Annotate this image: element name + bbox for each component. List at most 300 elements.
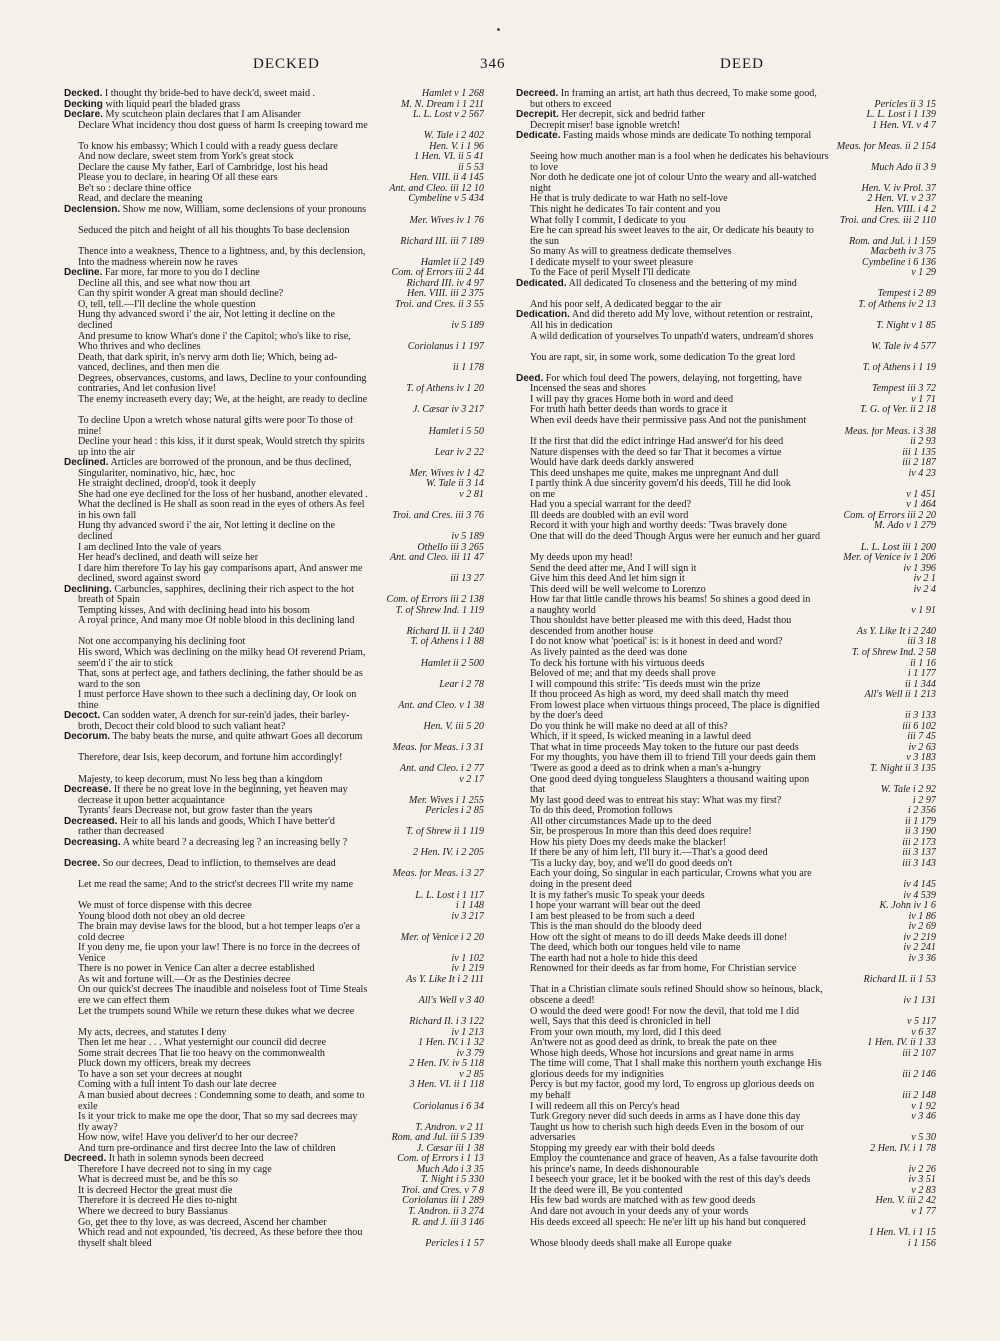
line-text: [530, 648, 687, 659]
concordance-line: [64, 511, 484, 522]
line-text: [64, 1154, 263, 1165]
citation-reference: v 6 37: [911, 1027, 936, 1038]
line-text: [530, 163, 558, 174]
quotation: breath of Spain: [78, 595, 140, 606]
quotation: Declare the cause My father, Earl of Cambridge, lost his head: [78, 162, 328, 173]
line-text: [78, 1123, 118, 1134]
concordance-line: [64, 194, 484, 205]
quotation: His deeds exceed all speech: He ne'er lift up his hand but conquered: [530, 1217, 806, 1228]
quotation: Decline your head : this kiss, if it durst speak, Would stretch thy spirits: [78, 437, 365, 448]
citation-reference: R. and J. iii 3 146: [411, 1217, 484, 1228]
citation-reference: L. L. Lost iii 1 200: [860, 542, 936, 553]
line-text: [530, 848, 768, 859]
quotation: That, sons at perfect age, and fathers declining, the father should be as: [78, 669, 363, 680]
quotation: Majesty, to keep decorum, must No less beg than a kingdom: [78, 774, 323, 785]
concordance-line: [516, 943, 936, 954]
concordance-line: [516, 996, 936, 1007]
citation-reference: T. Andron. ii 3 274: [408, 1206, 484, 1217]
quotation: To know his embassy; Which I could with a ready guess declare: [78, 141, 338, 152]
quotation: A white beard ? a decreasing leg ? an increasing belly ?: [122, 837, 348, 848]
line-text: [530, 247, 732, 258]
quotation: Incensed the seas and shores: [530, 384, 646, 395]
quotation: Can thy spirit wonder A great man should decline?: [78, 289, 284, 300]
quotation: Some strait decrees That lie too heavy on the commonwealth: [78, 1048, 325, 1059]
line-text: [78, 1186, 232, 1197]
concordance-line: [64, 1218, 484, 1229]
quotation: His sword, Which was declining on the milky head Of reverend Priam,: [78, 647, 366, 658]
line-text: [78, 806, 312, 817]
line-text: [64, 732, 362, 743]
concordance-line: [64, 564, 484, 575]
quotation: I am best pleased to be from such a deed: [530, 911, 695, 922]
concordance-line: [516, 785, 936, 796]
line-text: [530, 1239, 732, 1250]
concordance-line: [64, 479, 484, 490]
quotation: Seeing how much another man is a fool when he dedicates his behaviours: [530, 152, 829, 163]
concordance-line: [64, 659, 484, 670]
concordance-line: [64, 89, 484, 100]
citation-reference: iv 2 69: [908, 922, 936, 933]
line-text: [78, 964, 315, 975]
concordance-line: [516, 1218, 936, 1229]
citation-reference: iv 5 189: [451, 531, 484, 542]
concordance-line: [516, 131, 936, 142]
line-text: [78, 490, 368, 501]
line-text: [530, 490, 555, 501]
concordance-line: [64, 1070, 484, 1081]
concordance-line: [64, 205, 484, 216]
citation-reference: v 1 77: [911, 1206, 936, 1217]
concordance-line: [516, 247, 936, 258]
concordance-line: [516, 817, 936, 828]
quotation: Stopping my greedy ear with their bold deeds: [530, 1143, 715, 1154]
citation-reference: iii 2 107: [902, 1048, 936, 1059]
line-text: [530, 1007, 799, 1018]
concordance-line: [516, 1175, 936, 1186]
concordance-line: [516, 1091, 936, 1102]
concordance-line: [516, 627, 936, 638]
citation-reference: T. Andron. v 2 11: [415, 1122, 484, 1133]
line-text: [78, 753, 343, 764]
concordance-line: [64, 1133, 484, 1144]
line-text: [78, 637, 245, 648]
line-text: [530, 416, 806, 427]
concordance-line: [516, 964, 936, 975]
concordance-line: [516, 332, 936, 343]
quotation: Thou shouldst have better pleased me with this deed, Hadst thou: [530, 616, 792, 627]
concordance-line: [516, 553, 936, 564]
quotation: Percy is but my factor, good my lord, To engross up glorious deeds on: [530, 1080, 815, 1091]
citation-reference: i 2 356: [907, 806, 936, 817]
line-text: [78, 479, 256, 490]
line-text: [78, 332, 351, 343]
quotation: I must perforce Have shown to thee such a declining day, Or look on: [78, 690, 357, 701]
concordance-line: [64, 859, 484, 870]
concordance-line: [64, 869, 484, 880]
headword: Dedication.: [516, 310, 570, 321]
citation-reference: Coriolanus i 1 197: [407, 342, 484, 353]
concordance-line: [516, 226, 936, 237]
line-text: [530, 880, 632, 891]
quotation: well, Says that this deed is chronicled in hell: [530, 1017, 711, 1028]
citation-reference: Ant. and Cleo. iii 12 10: [389, 183, 484, 194]
quotation: decrease it upon better acquaintance: [78, 795, 225, 806]
line-text: [530, 690, 788, 701]
line-text: [78, 1080, 276, 1091]
line-text: [78, 553, 258, 564]
line-text: [530, 1175, 810, 1186]
concordance-line: [516, 205, 936, 216]
quotation: ward to the son: [78, 679, 141, 690]
line-text: [530, 912, 694, 923]
concordance-line: [64, 764, 484, 775]
quotation: My last good deed was to entreat his stay: What was my first?: [530, 795, 782, 806]
concordance-line: [64, 595, 484, 606]
line-text: [78, 173, 278, 184]
citation-reference: iv 2 26: [908, 1164, 936, 1175]
citation-reference: iii 13 27: [450, 574, 484, 585]
concordance-line: [64, 258, 484, 269]
line-text: [530, 732, 751, 743]
concordance-line: [516, 859, 936, 870]
concordance-line: [64, 152, 484, 163]
line-text: [78, 880, 353, 891]
line-text: [530, 1059, 821, 1070]
concordance-line: [516, 469, 936, 480]
concordance-line: [516, 574, 936, 585]
citation-reference: K. John iv 1 6: [879, 901, 936, 912]
quotation: He straight declined, droop'd, took it deeply: [78, 479, 256, 490]
quotation: From lowest place when virtuous things proceed, The place is dignified: [530, 700, 820, 711]
quotation: I dedicate myself to your sweet pleasure: [530, 257, 694, 268]
citation-reference: Ant. and Cleo. i 2 77: [399, 764, 484, 774]
quotation: And did thereto add My love, without retention or restraint,: [571, 310, 813, 321]
citation-reference: Com. of Errors iii 2 138: [386, 595, 484, 606]
concordance-line: [64, 553, 484, 564]
citation-reference: iii 3 143: [902, 858, 936, 869]
quotation: The time will come, That I shall make this northern youth exchange His: [530, 1059, 822, 1070]
line-text: [78, 1228, 362, 1239]
citation-reference: Richard II. ii 1 53: [863, 974, 936, 985]
quotation: My acts, decrees, and statutes I deny: [78, 1027, 227, 1038]
quotation: on me: [530, 489, 556, 500]
quotation: As wit and fortune will.—Or as the Destinies decree: [78, 974, 291, 985]
quotation: Read, and declare the meaning: [78, 194, 203, 205]
concordance-line: [64, 184, 484, 195]
citation-reference: 2 Hen. IV. i 2 205: [413, 848, 484, 859]
line-text: [78, 574, 201, 585]
citation-reference: Meas. for Meas. i 3 31: [392, 742, 484, 753]
line-text: [530, 152, 829, 163]
concordance-line: [64, 427, 484, 438]
concordance-line: [516, 216, 936, 227]
concordance-line: [516, 142, 936, 153]
concordance-line: [64, 585, 484, 596]
line-text: [530, 553, 633, 564]
quotation: An'twere not as good deed as drink, to break the pate on thee: [530, 1038, 777, 1049]
concordance-line: [64, 616, 484, 627]
quotation: Sir, be prosperous In more than this deed does require!: [530, 827, 752, 838]
line-text: [78, 669, 363, 680]
citation-reference: ii 1 179: [905, 816, 936, 827]
citation-reference: v 2 85: [459, 1069, 484, 1080]
quotation: Who thrives and who declines: [78, 342, 201, 353]
concordance-line: [64, 848, 484, 859]
concordance-line: [516, 701, 936, 712]
line-text: [530, 321, 612, 332]
concordance-line: [64, 1017, 484, 1028]
line-text: [64, 205, 366, 216]
line-text: [78, 796, 225, 807]
quotation: That what in time proceeds May token to the future our past deeds: [530, 742, 799, 753]
citation-reference: Hen. V. iv Prol. 37: [861, 183, 936, 194]
quotation: So many As will to greatness dedicate themselves: [530, 247, 732, 258]
quotation: To decline Upon a wretch whose natural gifts were poor To those of: [78, 415, 354, 426]
line-text: [78, 543, 221, 554]
concordance-line: [516, 669, 936, 680]
line-text: [530, 1080, 814, 1091]
citation-reference: ii 1 16: [910, 658, 936, 669]
citation-reference: W. Tale i 2 402: [423, 131, 484, 142]
concordance-line: [516, 458, 936, 469]
quotation: the sun: [530, 236, 559, 247]
line-text: [530, 1165, 699, 1176]
line-text: [78, 353, 337, 364]
concordance-line: [64, 1112, 484, 1123]
quotation: Fasting maids whose minds are dedicate To nothing temporal: [563, 131, 812, 142]
line-text: [78, 532, 112, 543]
quotation: If the deed were ill, Be you contented: [530, 1185, 683, 1196]
citation-reference: iii 1 135: [902, 447, 936, 458]
concordance-line: [516, 880, 936, 891]
quotation: Had you a special warrant for the deed?: [530, 500, 692, 511]
citation-reference: 1 Hen. VI. ii 5 41: [413, 152, 484, 163]
quotation: O would the deed were good! For now the devil, that told me I did: [530, 1006, 800, 1017]
line-text: [530, 827, 752, 838]
citation-reference: iii 2 146: [902, 1069, 936, 1080]
quotation: That in a Christian climate souls refined Should show so heinous, black,: [530, 985, 823, 996]
headword: Decrease.: [64, 785, 112, 796]
line-text: [530, 1028, 721, 1039]
quotation: 'Tis a lucky day, boy, and we'll do good deeds on't: [530, 858, 733, 869]
quotation: Which, if it speed, Is wicked meaning in a lawful deed: [530, 732, 751, 743]
concordance-line: [516, 722, 936, 733]
quotation: And his poor self, A dedicated beggar to the air: [530, 299, 722, 310]
concordance-line: [64, 722, 484, 733]
concordance-line: [64, 711, 484, 722]
line-text: [530, 395, 733, 406]
citation-reference: v 1 71: [911, 394, 936, 405]
quotation: adversaries: [530, 1133, 576, 1144]
quotation: Therefore I have decreed not to sing in my cage: [78, 1164, 272, 1175]
concordance-line: [516, 121, 936, 132]
line-text: [78, 363, 219, 374]
quotation: If there be no great love in the beginning, yet heaven may: [113, 785, 348, 796]
citation-reference: iv 4 145: [903, 880, 936, 891]
citation-reference: iv 2 63: [908, 742, 936, 753]
citation-reference: Richard III. iii 7 189: [400, 236, 484, 247]
quotation: glorious deeds for my indignities: [530, 1069, 664, 1080]
line-text: [530, 838, 726, 849]
quotation: And presume to know What's done i' the Capitol; who's like to rise,: [78, 331, 351, 342]
line-text: [530, 595, 810, 606]
quotation: Give him this deed And let him sign it: [530, 574, 685, 585]
line-text: [78, 1007, 354, 1018]
citation-reference: ii 1 344: [905, 679, 936, 690]
citation-reference: Mer. Wives iv 1 42: [409, 468, 484, 479]
line-text: [530, 521, 787, 532]
citation-reference: Mer. Wives iv 1 76: [409, 215, 484, 226]
concordance-line: [64, 574, 484, 585]
quotation: A royal prince, And many moe Of noble blood in this declining land: [78, 616, 355, 627]
quotation: Venice: [78, 953, 106, 964]
line-text: [78, 912, 245, 923]
line-text: [530, 964, 796, 975]
quotation: Young blood doth not obey an old decree: [78, 911, 245, 922]
quotation: If thou proceed As high as word, my deed shall match thy meed: [530, 690, 789, 701]
line-text: [78, 384, 216, 395]
line-text: [516, 279, 797, 290]
headword: Dedicate.: [516, 131, 561, 142]
quotation: declined: [78, 531, 113, 542]
line-text: [78, 184, 191, 195]
line-text: [530, 1196, 756, 1207]
quotation: I hope your warrant will bear out the deed: [530, 901, 701, 912]
concordance-line: [516, 1154, 936, 1165]
concordance-line: [64, 669, 484, 680]
citation-reference: iii 2 173: [902, 837, 936, 848]
line-text: [78, 985, 367, 996]
quotation: doing in the present deed: [530, 880, 632, 891]
line-text: [530, 216, 686, 227]
citation-reference: iv 1 86: [908, 911, 936, 922]
quotation: He that is truly dedicate to war Hath no self-love: [530, 194, 728, 205]
concordance-line: [64, 543, 484, 554]
concordance-line: [64, 163, 484, 174]
concordance-line: [516, 595, 936, 606]
line-text: [78, 564, 362, 575]
line-text: [530, 606, 596, 617]
quotation: Carbuncles, sapphires, declining their rich aspect to the hot: [114, 584, 354, 595]
concordance-line: [64, 975, 484, 986]
line-text: [78, 1049, 325, 1060]
quotation: descended from another house: [530, 626, 654, 637]
concordance-line: [64, 637, 484, 648]
citation-reference: Coriolanus i 6 34: [412, 1101, 484, 1112]
quotation: As lively painted as the deed was done: [530, 647, 688, 658]
header-left-word: DECKED: [253, 56, 320, 72]
concordance-line: [516, 384, 936, 395]
line-text: [530, 1218, 806, 1229]
concordance-line: [64, 922, 484, 933]
quotation: To have a son set your decrees at nought: [78, 1069, 243, 1080]
quotation: All other circumstances Made up to the deed: [530, 816, 712, 827]
line-text: [530, 775, 809, 786]
citation-reference: v 3 183: [906, 753, 936, 764]
quotation: 'Twere as good a deed as to drink when a man's a-hungry: [530, 764, 761, 774]
quotation: What folly I commit, I dedicate to you: [530, 215, 686, 226]
concordance-line: [64, 268, 484, 279]
left-column: [64, 89, 484, 1249]
quotation: For truth hath better deeds than words to grace it: [530, 405, 728, 416]
citation-reference: v 5 30: [911, 1133, 936, 1144]
line-text: [530, 226, 814, 237]
quotation: It is my father's music To speak your deeds: [530, 890, 705, 901]
quotation: obscene a deed!: [530, 996, 595, 1007]
citation-reference: Com. of Errors iii 2 20: [843, 510, 936, 521]
citation-reference: Hamlet i 5 50: [428, 426, 484, 437]
concordance-line: [516, 479, 936, 490]
line-text: [530, 258, 693, 269]
citation-reference: Pericles ii 3 15: [874, 99, 936, 110]
citation-reference: T. of Shrew Ind. 2 58: [851, 647, 936, 658]
citation-reference: T. of Athens i 1 19: [862, 363, 936, 374]
quotation: This deed will be well welcome to Lorenzo: [530, 584, 706, 595]
citation-reference: Troi. and Cres. ii 3 55: [395, 299, 484, 310]
line-text: [78, 152, 294, 163]
line-text: [78, 121, 368, 132]
concordance-line: [516, 184, 936, 195]
line-text: [530, 869, 812, 880]
quotation: exile: [78, 1101, 98, 1112]
citation-reference: All's Well ii 1 213: [864, 690, 936, 701]
citation-reference: Com. of Errors iii 2 44: [391, 268, 484, 279]
citation-reference: J. Cæsar iii 1 38: [416, 1143, 484, 1154]
quotation: To the Face of peril Myself I'll dedicate: [530, 268, 690, 279]
line-text: [530, 194, 728, 205]
citation-reference: iv 2 241: [903, 943, 936, 954]
quotation: Coming with a full intent To dash our late decree: [78, 1080, 277, 1091]
concordance-line: [64, 954, 484, 965]
line-text: [78, 469, 235, 480]
quotation: I am declined Into the vale of years: [78, 542, 222, 553]
concordance-line: [516, 532, 936, 543]
concordance-line: [516, 1228, 936, 1239]
line-text: [78, 321, 112, 332]
citation-reference: As Y. Like It i 2 240: [856, 626, 936, 637]
citation-reference: Lear iv 2 22: [434, 447, 484, 458]
citation-reference: Hen. V. iii 2 42: [875, 1196, 936, 1207]
concordance-line: [64, 353, 484, 364]
citation-reference: i 2 97: [912, 795, 936, 806]
citation-reference: iv 2 219: [903, 932, 936, 943]
citation-reference: iv 1 213: [451, 1027, 484, 1038]
line-text: [78, 521, 335, 532]
line-text: [78, 142, 338, 153]
concordance-line: [64, 985, 484, 996]
concordance-line: [516, 289, 936, 300]
citation-reference: Com. of Errors i 1 13: [397, 1154, 484, 1165]
top-mark: [497, 28, 500, 31]
line-text: [78, 247, 365, 258]
concordance-line: [516, 1017, 936, 1028]
quotation: One good deed dying tongueless Slaughters a thousand waiting upon: [530, 774, 810, 785]
concordance-line: [516, 838, 936, 849]
citation-reference: J. Cæsar iv 3 217: [412, 405, 484, 416]
quotation: Whose high deeds, Whose hot incursions and great name in arms: [530, 1048, 794, 1059]
line-text: [64, 711, 349, 722]
quotation: My deeds upon my head!: [530, 553, 633, 564]
quotation: Which read and not expounded, 'tis decreed, As these before thee thou: [78, 1228, 363, 1239]
line-text: [530, 500, 691, 511]
citation-reference: Macbeth iv 3 75: [870, 247, 936, 258]
line-text: [530, 384, 646, 395]
line-text: [530, 817, 711, 828]
quotation: Employ the countenance and grace of heaven, As a false favourite doth: [530, 1154, 818, 1165]
citation-reference: Mer. of Venice i 2 20: [400, 932, 484, 943]
concordance-line: [64, 1175, 484, 1186]
line-text: [78, 342, 201, 353]
